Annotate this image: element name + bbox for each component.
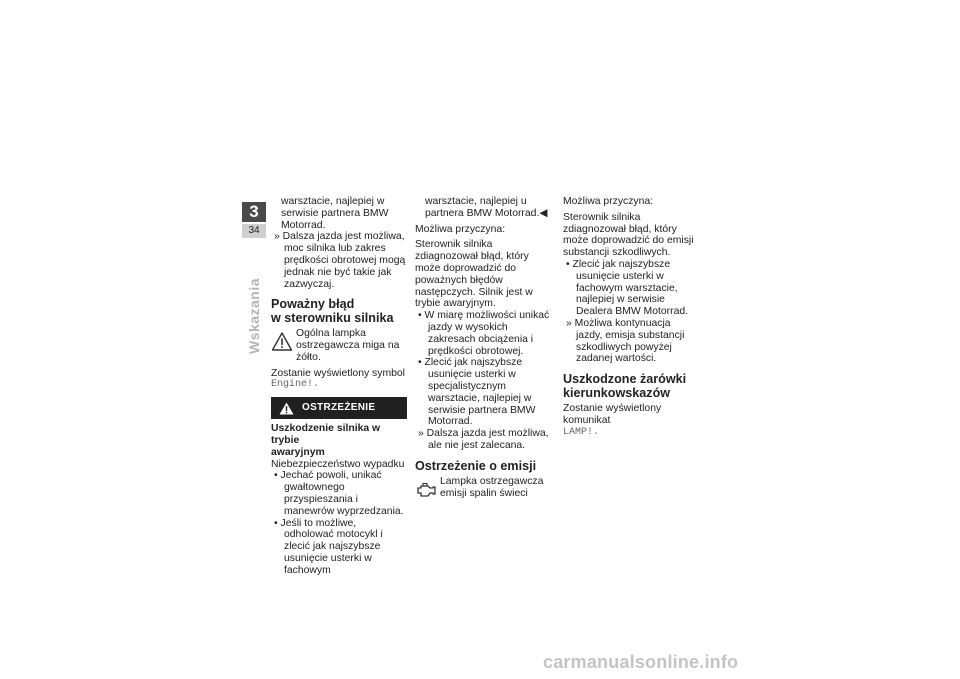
- warning-label: OSTRZEŻENIE: [302, 402, 376, 414]
- cause-label: Możliwa przyczyna:: [563, 196, 654, 207]
- column-1: [271, 196, 407, 577]
- section-heading: Ostrzeżenie o emisji: [415, 458, 537, 473]
- column-3: [563, 196, 699, 438]
- indicator-row: [415, 476, 550, 501]
- warning-triangle-icon: [271, 331, 293, 353]
- bullet-item: • Zlecić jak najszybsze usunięcie usterki w fachowym warsztacie, najlepiej w serwisie Dealera BMW Motorrad.: [566, 258, 689, 318]
- section-heading: Uszkodzone żarówki kierunkowskazów: [563, 372, 687, 400]
- paragraph-continuation: warsztacie, najlepiej w serwisie partnera BMW Motorrad.: [281, 196, 389, 231]
- warning-danger: Niebezpieczeństwo wypadku: [271, 458, 405, 470]
- section-heading: Poważny błąd w sterowniku silnika: [271, 297, 394, 325]
- result-item: » Dalsza jazda jest możliwa, moc silnika lub zakres prędkości obrotowej mogą jednak nie być takie jak zazwyczaj.: [274, 231, 406, 290]
- engine-emission-icon: [415, 479, 437, 501]
- paragraph-continuation: warsztacie, najlepiej u partnera BMW Motorrad.◀: [425, 196, 548, 219]
- display-symbol: LAMP!.: [563, 426, 600, 438]
- warning-icon: [279, 402, 294, 415]
- chapter-number: 3: [242, 202, 266, 222]
- warning-bar: [271, 397, 407, 419]
- cause-text: Sterownik silnika zdiagnozował błąd, który może doprowadzić do emisji substancji szkodliwych.: [563, 211, 694, 259]
- display-text: Zostanie wyświetlony symbol: [271, 367, 405, 379]
- column-2: [415, 196, 550, 501]
- cause-label: Możliwa przyczyna:: [415, 223, 506, 235]
- result-item: » Dalsza jazda jest możliwa, ale nie jest zalecana.: [418, 428, 549, 451]
- bullet-item: • W miarę możliwości unikać jazdy w wysokich zakresach obciążenia i prędkości obrotowej.: [418, 310, 550, 357]
- indicator-description: Lampka ostrzegawcza emisji spalin świeci: [440, 476, 544, 499]
- watermark: carmanualsonline.info: [543, 652, 739, 672]
- result-item: » Możliwa kontynuacja jazdy, emisja substancji szkodliwych powyżej zadanej wartości.: [566, 317, 685, 365]
- display-symbol: Engine!.: [271, 379, 320, 391]
- bullet-item: • Jechać powoli, unikać gwałtownego przyspieszania i manewrów wyprzedzania.: [274, 470, 404, 517]
- bullet-item: • Zlecić jak najszybsze usunięcie usterki w specjalistycznym warsztacie, najlepiej w serwisie partnera BMW Motorrad.: [418, 357, 536, 428]
- page-number: 34: [242, 224, 266, 238]
- display-text: Zostanie wyświetlony komunikat: [563, 402, 662, 426]
- cause-text: Sterownik silnika zdiagnozował błąd, który może doprowadzić do poważnych błędów następczych. Silnik jest w trybie awaryjnym.: [415, 239, 533, 310]
- indicator-description: Ogólna lampka ostrzegawcza miga na żółto.: [296, 328, 400, 363]
- warning-heading: Uszkodzenie silnika w trybie awaryjnym: [271, 423, 381, 458]
- indicator-row: [271, 328, 407, 363]
- chapter-title: Wskazania: [246, 277, 262, 355]
- bullet-item: • Jeśli to możliwe, odholować motocykl i zlecić jak najszybsze usunięcie usterki w fachowym: [274, 517, 383, 576]
